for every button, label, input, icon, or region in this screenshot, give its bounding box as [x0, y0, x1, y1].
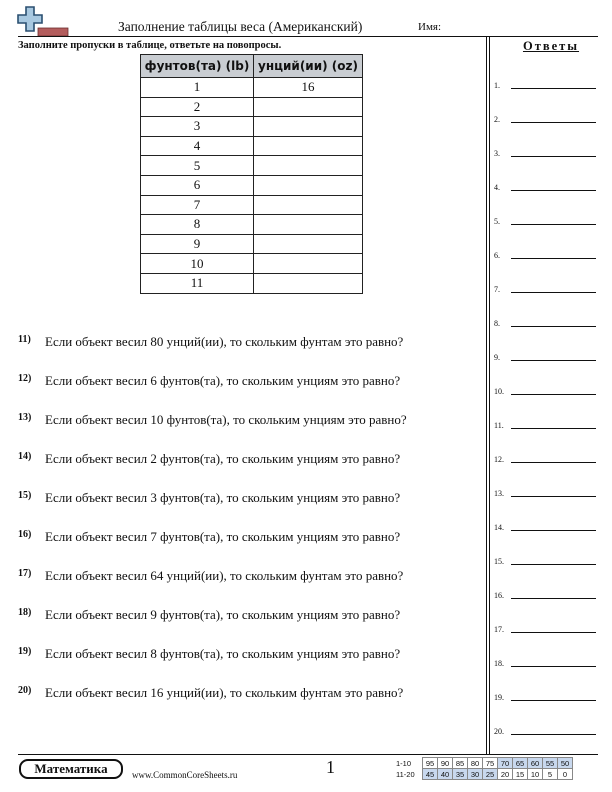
answer-blank[interactable]	[511, 462, 596, 463]
question-item	[18, 685, 478, 705]
table-row	[141, 195, 363, 215]
answer-blank[interactable]	[511, 258, 596, 259]
answer-number: 11.	[494, 421, 504, 430]
table-header-row	[141, 55, 363, 78]
answer-number: 10.	[494, 387, 504, 396]
footer-divider	[18, 754, 598, 755]
ounces-cell[interactable]	[254, 175, 363, 195]
ounces-cell[interactable]	[254, 195, 363, 215]
question-item	[18, 568, 478, 588]
answer-blank[interactable]	[511, 632, 596, 633]
score-cell: 80	[468, 758, 483, 769]
answer-blank[interactable]	[511, 292, 596, 293]
answer-blank[interactable]	[511, 156, 596, 157]
table-row	[141, 78, 363, 98]
score-range-label: 1-10	[396, 758, 412, 768]
answer-number: 13.	[494, 489, 504, 498]
score-cell: 90	[438, 758, 453, 769]
question-item	[18, 451, 478, 471]
answer-number: 20.	[494, 727, 504, 736]
answer-line-item[interactable]	[494, 520, 596, 532]
score-cell: 25	[483, 769, 498, 780]
score-cell: 30	[468, 769, 483, 780]
pounds-cell: 9	[141, 234, 254, 254]
answer-line-item[interactable]	[494, 214, 596, 226]
answer-blank[interactable]	[511, 598, 596, 599]
answer-line-item[interactable]	[494, 656, 596, 668]
question-text: Если объект весил 10 фунтов(та), то скольким унциям это равно?	[45, 412, 407, 427]
answer-line-item[interactable]	[494, 316, 596, 328]
score-row	[396, 769, 573, 780]
answer-blank[interactable]	[511, 530, 596, 531]
question-text: Если объект весил 3 фунтов(та), то скольким унциям это равно?	[45, 490, 401, 505]
pounds-cell: 5	[141, 156, 254, 176]
score-cell: 15	[513, 769, 528, 780]
column-header-pounds: фунтов(та) (lb)	[141, 55, 254, 78]
score-cell: 70	[498, 758, 513, 769]
question-number: 20)	[18, 685, 32, 696]
score-cell: 40	[438, 769, 453, 780]
answer-line-item[interactable]	[494, 418, 596, 430]
answer-number: 17.	[494, 625, 504, 634]
score-cell: 60	[528, 758, 543, 769]
answer-number: 8.	[494, 319, 500, 328]
score-cell: 85	[453, 758, 468, 769]
score-cell: 5	[543, 769, 558, 780]
table-row	[141, 175, 363, 195]
question-number: 19)	[18, 646, 32, 657]
answer-number: 9.	[494, 353, 500, 362]
answer-number: 6.	[494, 251, 500, 260]
name-label: Имя:	[418, 21, 442, 33]
site-url: www.CommonCoreSheets.ru	[132, 770, 238, 780]
score-table	[396, 757, 573, 780]
answer-line-item[interactable]	[494, 350, 596, 362]
pounds-cell: 3	[141, 117, 254, 137]
score-range-label: 11-20	[396, 769, 415, 779]
column-header-ounces: унций(ии) (oz)	[254, 55, 363, 78]
answer-line-item[interactable]	[494, 724, 596, 736]
question-number: 18)	[18, 607, 32, 618]
answer-number: 5.	[494, 217, 500, 226]
ounces-cell[interactable]	[254, 234, 363, 254]
question-number: 13)	[18, 412, 32, 423]
score-cell: 65	[513, 758, 528, 769]
answer-blank[interactable]	[511, 666, 596, 667]
answer-blank[interactable]	[511, 428, 596, 429]
answer-column-divider	[486, 36, 487, 754]
pounds-cell: 2	[141, 97, 254, 117]
pounds-cell: 8	[141, 215, 254, 235]
table-row	[141, 97, 363, 117]
ounces-cell[interactable]	[254, 254, 363, 274]
pounds-cell: 10	[141, 254, 254, 274]
ounces-cell[interactable]: 16	[254, 78, 363, 98]
score-cell: 10	[528, 769, 543, 780]
question-number: 17)	[18, 568, 32, 579]
answer-line-item[interactable]	[494, 78, 596, 90]
table-row	[141, 234, 363, 254]
answer-line-item[interactable]	[494, 486, 596, 498]
answer-line-item[interactable]	[494, 180, 596, 192]
question-item	[18, 490, 478, 510]
instructions: Заполните пропуски в таблице, ответьте на повопросы.	[18, 40, 282, 51]
answer-line-item[interactable]	[494, 384, 596, 396]
pounds-cell: 7	[141, 195, 254, 215]
answer-number: 15.	[494, 557, 504, 566]
header-divider	[18, 36, 598, 37]
answer-blank[interactable]	[511, 564, 596, 565]
question-text: Если объект весил 7 фунтов(та), то скольким унциям это равно?	[45, 529, 401, 544]
page-number: 1	[326, 757, 335, 777]
table-row	[141, 273, 363, 293]
pounds-cell: 4	[141, 136, 254, 156]
table-row	[141, 136, 363, 156]
question-text: Если объект весил 16 унций(ии), то скольким фунтам это равно?	[45, 685, 404, 700]
question-item	[18, 607, 478, 627]
answer-number: 14.	[494, 523, 504, 532]
question-text: Если объект весил 8 фунтов(та), то скольким унциям это равно?	[45, 646, 401, 661]
table-row	[141, 215, 363, 235]
question-number: 15)	[18, 490, 32, 501]
score-cell: 75	[483, 758, 498, 769]
answer-blank[interactable]	[511, 496, 596, 497]
answer-line-item[interactable]	[494, 588, 596, 600]
worksheet-title: Заполнение таблицы веса (Американский)	[118, 19, 363, 34]
score-cell: 95	[423, 758, 438, 769]
question-number: 11)	[18, 334, 31, 345]
ounces-cell[interactable]	[254, 97, 363, 117]
table-row	[141, 117, 363, 137]
question-text: Если объект весил 9 фунтов(та), то скольким унциям это равно?	[45, 607, 401, 622]
question-item	[18, 646, 478, 666]
ounces-cell[interactable]	[254, 117, 363, 137]
ounces-cell[interactable]	[254, 215, 363, 235]
answer-line-item[interactable]	[494, 146, 596, 158]
pounds-cell: 1	[141, 78, 254, 98]
pounds-cell: 11	[141, 273, 254, 293]
answer-line-item[interactable]	[494, 282, 596, 294]
question-text: Если объект весил 2 фунтов(та), то скольким унциям это равно?	[45, 451, 401, 466]
question-number: 12)	[18, 373, 32, 384]
question-text: Если объект весил 80 унций(ии), то скольким фунтам это равно?	[45, 334, 404, 349]
answers-heading: Ответы	[522, 39, 580, 53]
answer-blank[interactable]	[511, 224, 596, 225]
answer-blank[interactable]	[511, 88, 596, 89]
ounces-cell[interactable]	[254, 136, 363, 156]
answer-blank[interactable]	[511, 326, 596, 327]
score-cell: 35	[453, 769, 468, 780]
answer-number: 4.	[494, 183, 500, 192]
question-item	[18, 412, 478, 432]
answer-line-item[interactable]	[494, 248, 596, 260]
answer-number: 16.	[494, 591, 504, 600]
question-number: 14)	[18, 451, 32, 462]
answer-line-item[interactable]	[494, 690, 596, 702]
answer-column-divider	[489, 36, 490, 754]
answer-blank[interactable]	[511, 394, 596, 395]
answer-number: 7.	[494, 285, 500, 294]
question-number: 16)	[18, 529, 32, 540]
score-cell: 50	[558, 758, 573, 769]
answer-number: 19.	[494, 693, 504, 702]
answer-number: 3.	[494, 149, 500, 158]
answer-line-item[interactable]	[494, 622, 596, 634]
table-row	[141, 156, 363, 176]
answer-line-item[interactable]	[494, 112, 596, 124]
pounds-cell: 6	[141, 175, 254, 195]
brand-badge: Математика	[19, 759, 123, 779]
answer-line-item[interactable]	[494, 452, 596, 464]
answer-blank[interactable]	[511, 190, 596, 191]
answer-blank[interactable]	[511, 734, 596, 735]
score-cell: 45	[423, 769, 438, 780]
question-item	[18, 334, 478, 354]
question-text: Если объект весил 6 фунтов(та), то скольким унциям это равно?	[45, 373, 401, 388]
weight-conversion-table	[140, 54, 363, 294]
table-row	[141, 254, 363, 274]
answer-number: 1.	[494, 81, 500, 90]
answer-blank[interactable]	[511, 360, 596, 361]
plus-logo-icon	[16, 5, 72, 38]
score-cell: 55	[543, 758, 558, 769]
answer-blank[interactable]	[511, 122, 596, 123]
ounces-cell[interactable]	[254, 156, 363, 176]
answer-number: 18.	[494, 659, 504, 668]
ounces-cell[interactable]	[254, 273, 363, 293]
answer-number: 12.	[494, 455, 504, 464]
score-row	[396, 758, 573, 769]
score-cell: 20	[498, 769, 513, 780]
question-item	[18, 373, 478, 393]
answer-number: 2.	[494, 115, 500, 124]
score-cell: 0	[558, 769, 573, 780]
question-item	[18, 529, 478, 549]
answer-line-item[interactable]	[494, 554, 596, 566]
answer-blank[interactable]	[511, 700, 596, 701]
question-text: Если объект весил 64 унций(ии), то скольким фунтам это равно?	[45, 568, 404, 583]
